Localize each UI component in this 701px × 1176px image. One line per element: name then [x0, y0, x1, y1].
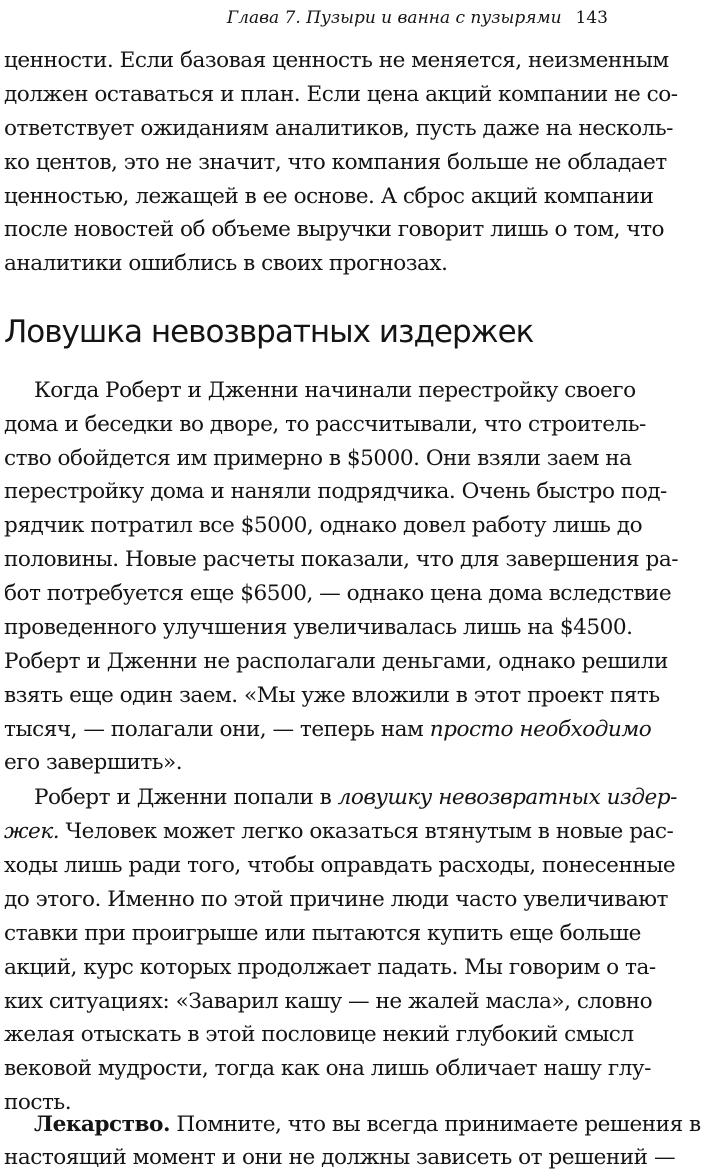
text-line: ко центов, это не значит, что компания больше не обладает	[4, 150, 667, 175]
text-run: Помните, что вы всегда принимаете решения в	[176, 1112, 701, 1137]
text-run: Человек может легко оказаться втянутым в новые рас-	[65, 819, 674, 844]
text-run: тысяч, — полагали они, — теперь нам	[4, 717, 424, 742]
bold-lead-in: Лекарство.	[34, 1112, 170, 1137]
text-line: аналитики ошиблись в своих прогнозах.	[4, 251, 448, 276]
text-line: ценностью, лежащей в ее основе. А сброс акций компании	[4, 184, 654, 209]
text-line: настоящий момент и они не должны зависеть от решений —	[4, 1145, 676, 1170]
text-line: до этого. Именно по этой причине люди часто увеличивают	[4, 887, 668, 912]
text-line: проведенного улучшения увеличивалась лишь на $4500.	[4, 615, 633, 640]
text-line	[34, 1110, 701, 1140]
text-line: желая отыскать в этой пословице некий глубокий смысл	[4, 1022, 634, 1047]
text-line: ставки при проигрыше или пытаются купить еще больше	[4, 921, 641, 946]
text-line	[34, 783, 677, 813]
text-line: ценности. Если базовая ценность не меняется, неизменным	[4, 48, 669, 73]
emphasis-text: жек.	[4, 819, 60, 844]
text-line	[4, 817, 674, 847]
text-run: Роберт и Дженни попали в	[34, 785, 332, 810]
emphasis-text: просто необходимо	[429, 717, 652, 742]
running-header	[227, 6, 608, 30]
emphasis-text: ловушку невозвратных издер-	[337, 785, 677, 810]
text-line: дома и беседки во дворе, то рассчитывали, что строитель-	[4, 412, 646, 437]
page-number: 143	[575, 8, 608, 28]
text-line: Роберт и Дженни не располагали деньгами, однако решили	[4, 649, 668, 674]
section-heading: Ловушка невозвратных издержек	[4, 314, 534, 350]
text-line: ходы лишь ради того, чтобы оправдать расходы, понесенные	[4, 853, 676, 878]
text-line: его завершить».	[4, 750, 183, 775]
text-line: ответствует ожиданиям аналитиков, пусть даже на несколь-	[4, 116, 673, 141]
text-line: ство обойдется им примерно в $5000. Они взяли заем на	[4, 446, 632, 471]
text-line: пость.	[4, 1090, 72, 1115]
text-line: бот потребуется еще $6500, — однако цена дома вследствие	[4, 581, 672, 606]
text-line: перестройку дома и наняли подрядчика. Очень быстро под-	[4, 479, 667, 504]
running-title: Глава 7. Пузыри и ванна с пузырями	[226, 8, 562, 28]
text-line: вековой мудрости, тогда как она лишь обличает нашу глу-	[4, 1056, 651, 1081]
text-line: должен оставаться и план. Если цена акций компании не со-	[4, 82, 678, 107]
text-line: ких ситуациях: «Заварил кашу — не жалей масла», словно	[4, 989, 653, 1014]
text-line: половины. Новые расчеты показали, что для завершения ра-	[4, 547, 678, 572]
text-line	[4, 715, 652, 745]
text-line: взять еще один заем. «Мы уже вложили в этот проект пять	[4, 683, 660, 708]
text-line: после новостей об объеме выручки говорит лишь о том, что	[4, 217, 665, 242]
text-line: акций, курс которых продолжает падать. Мы говорим о та-	[4, 955, 656, 980]
text-line: рядчик потратил все $5000, однако довел работу лишь до	[4, 513, 643, 538]
text-line: Когда Роберт и Дженни начинали перестройку своего	[34, 378, 636, 403]
